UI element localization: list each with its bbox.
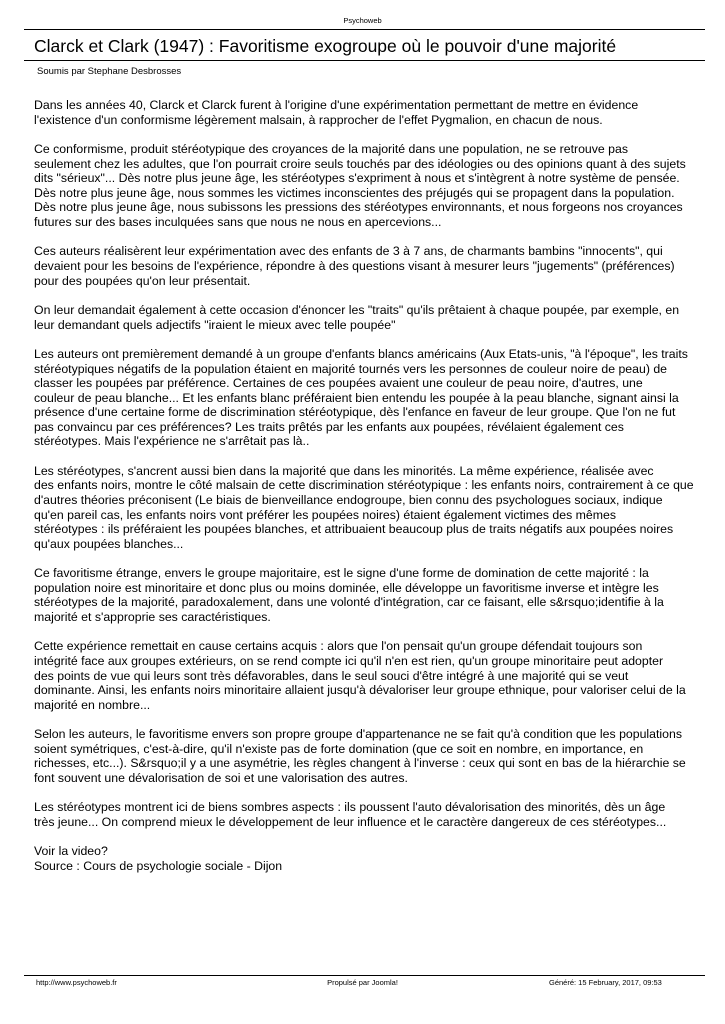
footer-powered-by: Propulsé par Joomla! bbox=[327, 978, 398, 987]
article-paragraph: Les auteurs ont premièrement demandé à un groupe d'enfants blancs américains (Aux Etats-unis, "à l'époque", les traits stéréotypiques négatifs de la population étaient en majorité tournés vers les personnes de couleur noire de peau) de classer les poupées par préférence. Certaines de ces poupées avaient une couleur de peau noire, d'autres, une couleur de peau blanche... Et les enfants blanc préféraient bien entendu les poupée à la peau blanche, signant ainsi la présence d'une certaine forme de discrimination stéréotypique, dès l'enfance en faveur de leur groupe. Que l'on ne fut pas convaincu par ces préférences? Les traits prêtés par les enfants aux poupées, révélaient également ces stéréotypes. Mais l'expérience ne s'arrêtait pas là.. bbox=[34, 346, 688, 449]
article-body bbox=[34, 98, 704, 874]
footer-url: http://www.psychoweb.fr bbox=[36, 978, 117, 987]
article-paragraph: Cette expérience remettait en cause certains acquis : alors que l'on pensait qu'un groupe défendait toujours son intégrité face aux groupes extérieurs, on se rend compte ici qu'il n'en est rien, qu'un groupe minoritaire peut adopter des points de vue qui leurs sont très défavorables, dans le seul souci d'être intégré à une majorité qui se veut dominante. Ainsi, les enfants noirs minoritaire allaient jusqu'à dévaloriser leur groupe ethnique, pour valoriser celui de la majorité en nombre... bbox=[34, 639, 686, 712]
footer-generated-date: Généré: 15 February, 2017, 09:53 bbox=[549, 978, 662, 987]
video-link-text: Voir la video? bbox=[34, 844, 108, 859]
site-name-header: Psychoweb bbox=[343, 16, 382, 25]
footer-divider bbox=[24, 975, 705, 976]
article-title: Clarck et Clark (1947) : Favoritisme exogroupe où le pouvoir d'une majorité bbox=[34, 36, 617, 56]
header-divider bbox=[24, 29, 705, 30]
article-paragraph: Les stéréotypes, s'ancrent aussi bien dans la majorité que dans les minorités. La même expérience, réalisée avec des enfants noirs, montre le côté malsain de cette discrimination stéréotypique : les enfants noirs, contrairement à ce que d'autres théories préconisent (Le biais de bienveillance endogroupe, bien connu des psychologues sociaux, indique qu'en pareil cas, les enfants noirs vont préférer les poupées noires) étaient également victimes des mêmes stéréotypes : ils préféraient les poupées blanches, et attribuaient beaucoup plus de traits négatifs aux poupées noires qu'aux poupées blanches... bbox=[34, 463, 694, 551]
article-paragraph: Ces auteurs réalisèrent leur expérimentation avec des enfants de 3 à 7 ans, de charmants bambins "innocents", qui devaient pour les besoins de l'expérience, répondre à des questions visant à mesurer leurs "jugements" (préférences) pour des poupées qu'on leur présentait. bbox=[34, 244, 675, 288]
article-paragraph: Ce conformisme, produit stéréotypique des croyances de la majorité dans une population, ne se retrouve pas seulement chez les adultes, que l'on pourrait croire seuls touchés par des idéologies ou des opinions quant à des sujets dits "sérieux"... Dès notre plus jeune âge, les stéréotypes s'expriment à nous et s'intègrent à notre système de pensée. Dès notre plus jeune âge, nous sommes les victimes inconscientes des préjugés qui se propagent dans la population. Dès notre plus jeune âge, nous subissons les pressions des stéréotypes environnants, et nous forgeons nos croyances futures sur des bases inculquées sans que nous ne nous en apercevions... bbox=[34, 141, 686, 229]
source-text: Source : Cours de psychologie sociale - Dijon bbox=[34, 858, 283, 873]
article-paragraph: On leur demandait également à cette occasion d'énoncer les "traits" qu'ils prêtaient à chaque poupée, par exemple, en leur demandant quels adjectifs "iraient le mieux avec telle poupée" bbox=[34, 302, 680, 332]
article-paragraph: Dans les années 40, Clarck et Clarck furent à l'origine d'une expérimentation permettant de mettre en évidence l'existence d'un conformisme légèrement malsain, à rapprocher de l'effet Pygmalion, en chacun de nous. bbox=[34, 98, 639, 127]
article-author: Soumis par Stephane Desbrosses bbox=[37, 66, 182, 77]
title-divider bbox=[24, 60, 705, 61]
article-paragraph: Ce favoritisme étrange, envers le groupe majoritaire, est le signe d'une forme de domination de cette majorité : la population noire est minoritaire et donc plus ou moins dominée, elle développe un favoritisme inverse et intègre les stéréotypes de la majorité, paradoxalement, dans une volonté d'intégration, car ce faisant, elle s&rsquo;identifie à la majorité et s'approprie ses caractéristiques. bbox=[34, 566, 664, 624]
article-paragraph: Les stéréotypes montrent ici de biens sombres aspects : ils poussent l'auto dévalorisation des minorités, dès un âge très jeune... On comprend mieux le développement de leur influence et le caractère dangereux de ces stéréotypes... bbox=[34, 800, 667, 829]
article-paragraph: Selon les auteurs, le favoritisme envers son propre groupe d'appartenance ne se fait qu'à condition que les populations soient symétriques, c'est-à-dire, qu'il n'existe pas de forte domination (que ce soit en nombre, en importance, en richesses, etc...). S&rsquo;il y a une asymétrie, les règles changent à l'inverse : ceux qui sont en bas de la hiérarchie se font souvent une dévalorisation de soi et une valorisation des autres. bbox=[34, 727, 686, 785]
